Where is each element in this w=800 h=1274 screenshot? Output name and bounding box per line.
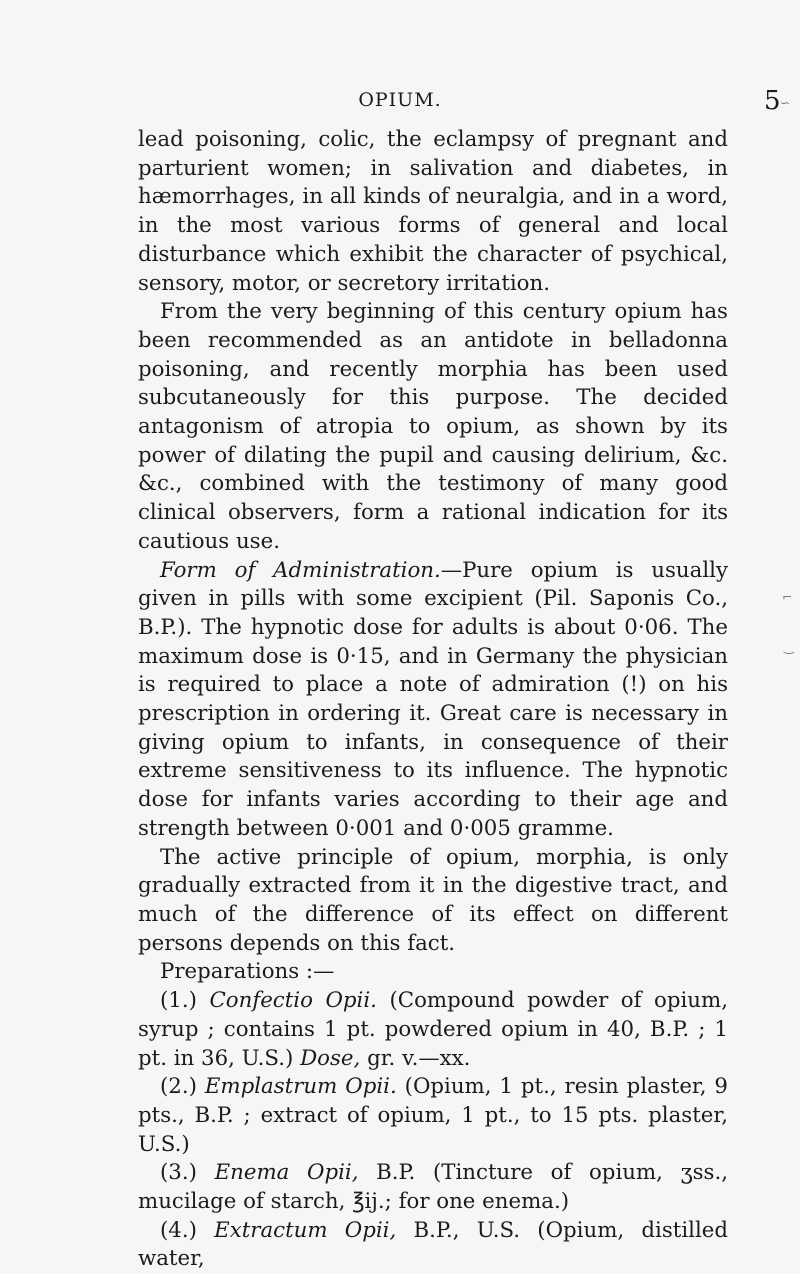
running-title: OPIUM. (358, 89, 442, 111)
preparation-item (138, 987, 728, 1073)
running-head (0, 86, 800, 116)
body-text (138, 126, 728, 1274)
preparation-name: Emplastrum Opii. (204, 1074, 397, 1100)
paragraph-administration-text: —Pure opium is usually given in pills with some excipient (Pil. Saponis Co., B.P.). The hypnotic dose for adults is about 0·06. The maximum dose is 0·15, and in Germany the physician is required to place a note of admiration (!) on his prescription in ordering it. Great care is necessary in giving opium to infants, in consequence of their extreme sensitiveness to its influence. The hypnotic dose for infants varies according to their age and strength between 0·001 and 0·005 gramme. (138, 557, 728, 841)
preparation-item (138, 1159, 728, 1216)
dose-label: Dose, (300, 1045, 361, 1071)
preparation-item (138, 1073, 728, 1159)
paragraph-preparations-heading: Preparations :— (160, 959, 335, 985)
preparation-number: (4.) (160, 1217, 197, 1243)
preparation-text: (Compound powder of opium, syrup ; contains 1 pt. powdered opium in 40, B.P. ; 1 pt. in 36, U.S.) (138, 988, 728, 1071)
pencil-mark-icon: ‿ (784, 640, 794, 654)
preparation-item (138, 1217, 728, 1274)
preparation-text: (Opium, 1 pt., resin plaster, 9 pts., B.P. ; extract of opium, 1 pt., to 15 pts. plaster, U.S.) (138, 1074, 728, 1157)
preparation-text: B.P., U.S. (Opium, distilled water, (138, 1217, 728, 1272)
paragraph-continuation: lead poisoning, colic, the eclampsy of pregnant and parturient women; in salivation and diabetes, in hæmorrhages, in all kinds of neuralgia, and in a word, in the most various forms of general and local disturbance which exhibit the character of psychical, sensory, motor, or secretory irritation. (138, 127, 728, 296)
preparation-number: (3.) (160, 1160, 197, 1186)
pencil-mark-icon: ∽ (780, 96, 791, 110)
section-heading: Form of Administration. (160, 557, 441, 583)
preparation-name: Enema Opii, (214, 1160, 359, 1186)
paragraph-antidote: From the very beginning of this century opium has been recommended as an antidote in belladonna poisoning, and recently morphia has been used subcutaneously for this purpose. The decided antagonism of atropia to opium, as shown by its power of dilating the pupil and causing delirium, &c. &c., combined with the testimony of many good clinical observers, form a rational indication for its cautious use. (138, 299, 728, 554)
margin-pencil-marks (778, 0, 800, 1244)
preparation-number: (2.) (160, 1074, 197, 1100)
dose-text: gr. v.—xx. (360, 1045, 471, 1071)
paragraph-active-principle: The active principle of opium, morphia, is only gradually extracted from it in the digestive tract, and much of the difference of its effect on different persons depends on this fact. (138, 844, 728, 956)
page-number: 5 (764, 86, 781, 116)
preparation-name: Confectio Opii. (209, 988, 377, 1014)
paragraph-administration (138, 557, 728, 844)
preparation-text: B.P. (Tincture of opium, ʒss., mucilage of starch, ℥ij.; for one enema.) (138, 1160, 728, 1215)
preparation-number: (1.) (160, 988, 197, 1014)
preparation-name: Extractum Opii, (214, 1217, 397, 1243)
pencil-mark-icon: ⌐ (782, 590, 793, 604)
